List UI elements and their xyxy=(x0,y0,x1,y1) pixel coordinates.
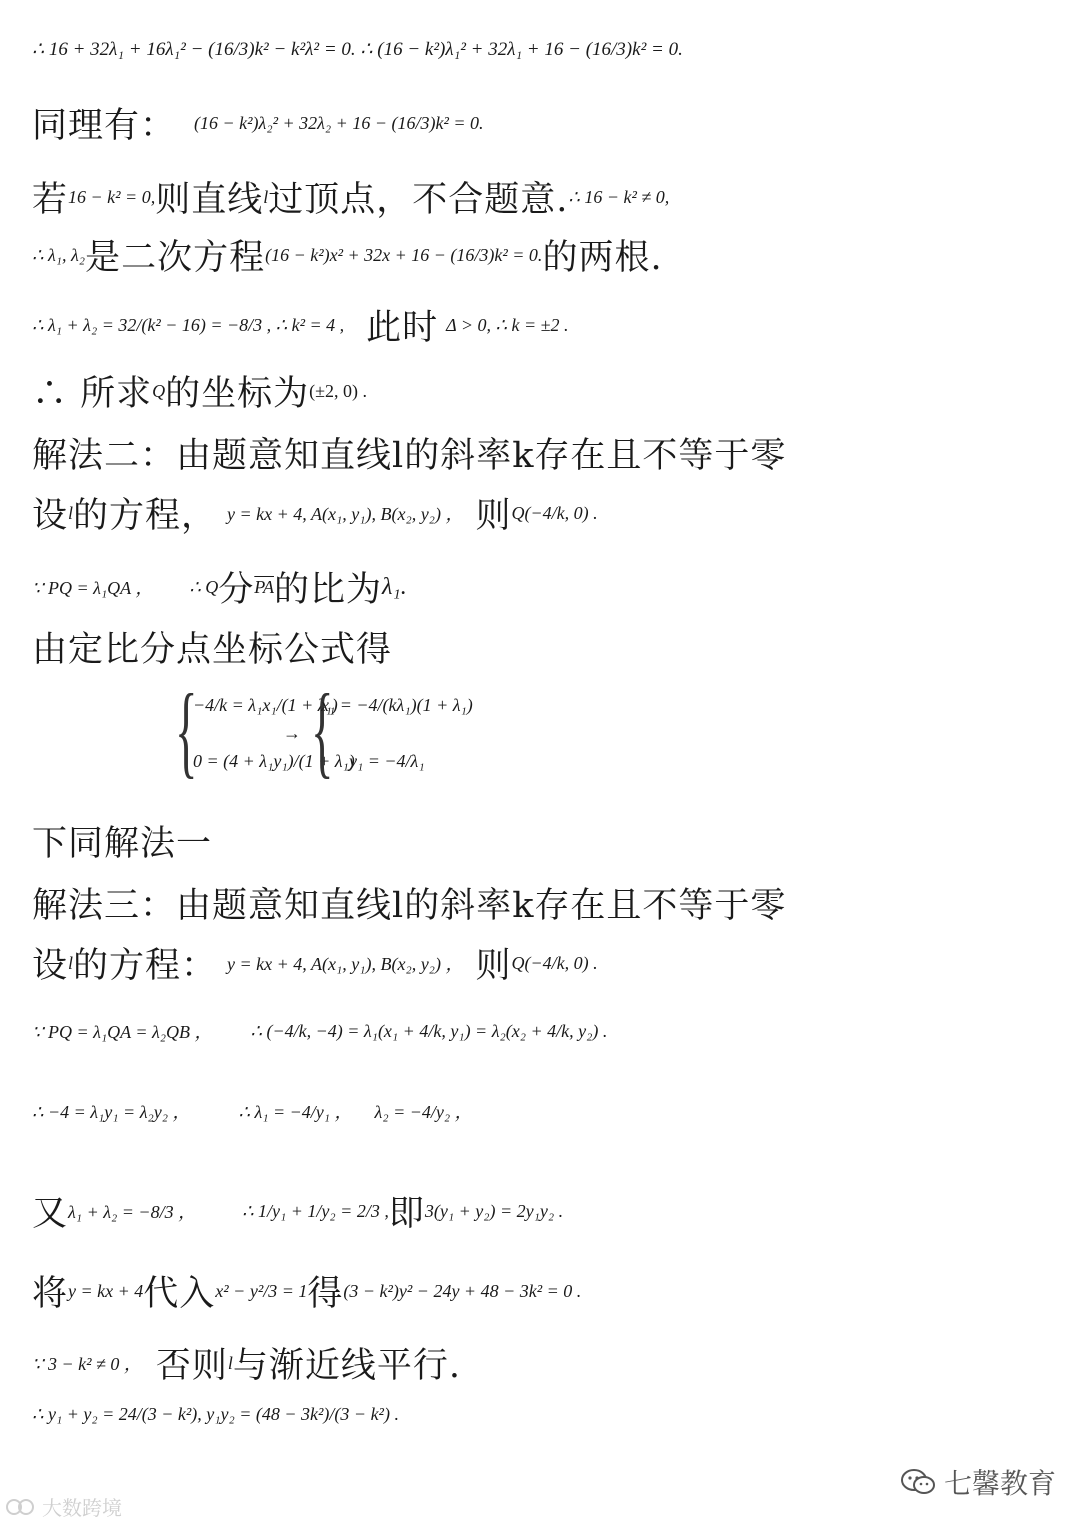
implies-arrow: → xyxy=(283,723,301,743)
line-text: 的比为 xyxy=(273,570,382,610)
line-text: 设 xyxy=(32,496,69,536)
watermark-logo-icon xyxy=(6,1496,36,1518)
wechat-icon xyxy=(900,1467,936,1497)
equation-text: ∴ y₁ + y₂ = 24/(3 − k²), y₁y₂ = (48 − 3k²)/(3 − k²) . xyxy=(32,1404,399,1424)
equation-line-19 xyxy=(32,1404,399,1425)
ratio-formula-heading xyxy=(32,622,392,672)
line-text: 则 xyxy=(475,946,512,986)
line-text: 将 xyxy=(32,1274,69,1314)
equation-line-3 xyxy=(32,172,669,222)
line-text: 同理有： xyxy=(32,106,177,146)
same-as-method-one xyxy=(32,816,212,866)
equation-system xyxy=(175,673,475,798)
equation-text: 3(y₁ + y₂) = 2y₁y₂ . xyxy=(424,1200,564,1221)
equation-text: ∴ −4 = λ₁y₁ = λ₂y₂ ， xyxy=(32,1102,191,1122)
left-brace: { xyxy=(175,673,198,788)
line-text: 若 xyxy=(32,180,69,220)
equation-text: (16 − k²)λ₂² + 32λ₂ + 16 − (16/3)k² = 0. xyxy=(194,112,484,133)
symbol-l: l xyxy=(263,186,269,207)
equation-text: (16 − k²)x² + 32x + 16 − (16/3)k² = 0. xyxy=(265,244,543,265)
line-text: 设 xyxy=(32,946,69,986)
equation-text: ∵ PQ = λ₁QA = λ₂QB ， xyxy=(32,1022,213,1042)
equation-text: Q(−4/k, 0) . xyxy=(511,502,598,523)
watermark-left xyxy=(6,1492,122,1521)
system-right-eq-2: y₁ = −4/λ₁ xyxy=(349,751,425,771)
line-text: 由定比分点坐标公式得 xyxy=(32,630,393,670)
equation-text: ∴ λ₁, λ₂ xyxy=(32,244,86,265)
symbol-l: l xyxy=(227,1352,233,1373)
equation-line-17 xyxy=(32,1266,581,1316)
method-three-heading xyxy=(32,878,786,928)
line-text: 又 xyxy=(32,1194,69,1234)
equation-text: ∴ λ₁ = −4/y₁ ， xyxy=(238,1102,353,1122)
line-text: 则 xyxy=(475,496,512,536)
equation-line-1 xyxy=(32,38,683,61)
equation-line-18 xyxy=(32,1338,461,1388)
equation-text: Δ > 0, ∴ k = ±2 . xyxy=(446,314,569,335)
equation-text: λ₁ + λ₂ = −8/3 ， xyxy=(68,1202,197,1222)
equation-text: ∴ λ₁ + λ₂ = 32/(k² − 16) = −8/3 , ∴ k² = 4 , xyxy=(32,314,345,335)
equation-text: (±2, 0) . xyxy=(309,380,368,401)
equation-text: ∴ 16 + 32λ₁ + 16λ₁² − (16/3)k² − k²λ² = 0. ∴ (16 − k²)λ₁² + 32λ₁ + 16 − (16/3)k² = 0. xyxy=(32,39,683,60)
line-text: 下同解法一 xyxy=(32,824,213,864)
right-brace: { xyxy=(311,673,334,788)
watermark-left-text: 大数跨境 xyxy=(42,1498,122,1520)
line-text: 与渐近线平行. xyxy=(232,1346,462,1386)
line-text: 的方程， xyxy=(73,496,218,536)
method-two-heading xyxy=(32,428,786,478)
equation-text: ∴ 16 − k² ≠ 0, xyxy=(568,186,670,207)
line-text: 的方程： xyxy=(73,946,218,986)
line-text: 是二次方程 xyxy=(85,238,266,278)
line-text: ∴ 所求 xyxy=(32,374,153,414)
equation-text: ∵ PQ = λ₁QA ， xyxy=(32,578,154,598)
equation-text: λ₁. xyxy=(381,573,407,600)
equation-line-9 xyxy=(32,562,407,612)
equation-text: x² − y²/3 = 1 xyxy=(215,1280,308,1301)
symbol-l: l xyxy=(68,502,74,523)
equation-line-6 xyxy=(32,366,367,416)
equation-text: ∴ Q xyxy=(189,576,219,597)
equation-line-5 xyxy=(32,300,569,350)
equation-text: $\overline{PA}$ xyxy=(254,576,274,597)
equation-text: ∴ (−4/k, −4) = λ₁(x₁ + 4/k, y₁) = λ₂(x₂ + 4/k, y₂) . xyxy=(250,1020,608,1041)
equation-line-8 xyxy=(32,488,598,538)
watermark-right xyxy=(900,1462,1056,1502)
line-text: 解法二：由题意知直线l的斜率k存在且不等于零 xyxy=(32,436,787,476)
line-text: 得 xyxy=(307,1274,344,1314)
equation-line-13 xyxy=(32,938,598,988)
equation-line-14 xyxy=(32,1018,607,1044)
line-text: 即 xyxy=(388,1194,425,1234)
equation-text: Q(−4/k, 0) . xyxy=(511,952,598,973)
equation-line-16 xyxy=(32,1186,563,1236)
equation-line-15 xyxy=(32,1098,473,1124)
equation-text: (3 − k²)y² − 24y + 48 − 3k² = 0 . xyxy=(343,1280,582,1301)
symbol-l: l xyxy=(68,952,74,973)
equation-line-4 xyxy=(32,230,663,280)
line-text: 过顶点，不合题意. xyxy=(268,180,569,220)
line-text: 此时 xyxy=(366,308,439,348)
system-right-eq-1: x₁ = −4/(kλ₁)(1 + λ₁) xyxy=(321,695,473,715)
line-text: 解法三：由题意知直线l的斜率k存在且不等于零 xyxy=(32,886,787,926)
line-text: 否则 xyxy=(155,1346,228,1386)
line-text: 的两根. xyxy=(542,238,663,278)
system-left-eq-2: 0 = (4 + λ₁y₁)/(1 + λ₁) xyxy=(193,751,355,771)
line-text: 的坐标为 xyxy=(165,374,310,414)
equation-text: λ₂ = −4/y₂ ， xyxy=(374,1102,473,1122)
line-text: 分 xyxy=(218,570,255,610)
equation-text: 16 − k² = 0, xyxy=(68,186,156,207)
watermark-right-text: 七馨教育 xyxy=(944,1468,1057,1499)
line-text: 则直线 xyxy=(155,180,264,220)
equation-text: ∵ 3 − k² ≠ 0 ， xyxy=(32,1354,142,1374)
equation-text: ∴ 1/y₁ + 1/y₂ = 2/3 , xyxy=(242,1200,389,1221)
equation-line-2 xyxy=(32,98,484,148)
equation-text: y = kx + 4 xyxy=(68,1280,144,1301)
line-text: 代入 xyxy=(143,1274,216,1314)
system-left-eq-1: −4/k = λ₁x₁/(1 + λ₁) xyxy=(193,695,338,715)
equation-text: y = kx + 4, A(x₁, y₁), B(x₂, y₂) ， xyxy=(227,954,464,974)
symbol-q: Q xyxy=(152,380,166,401)
equation-text: y = kx + 4, A(x₁, y₁), B(x₂, y₂) ， xyxy=(227,504,464,524)
